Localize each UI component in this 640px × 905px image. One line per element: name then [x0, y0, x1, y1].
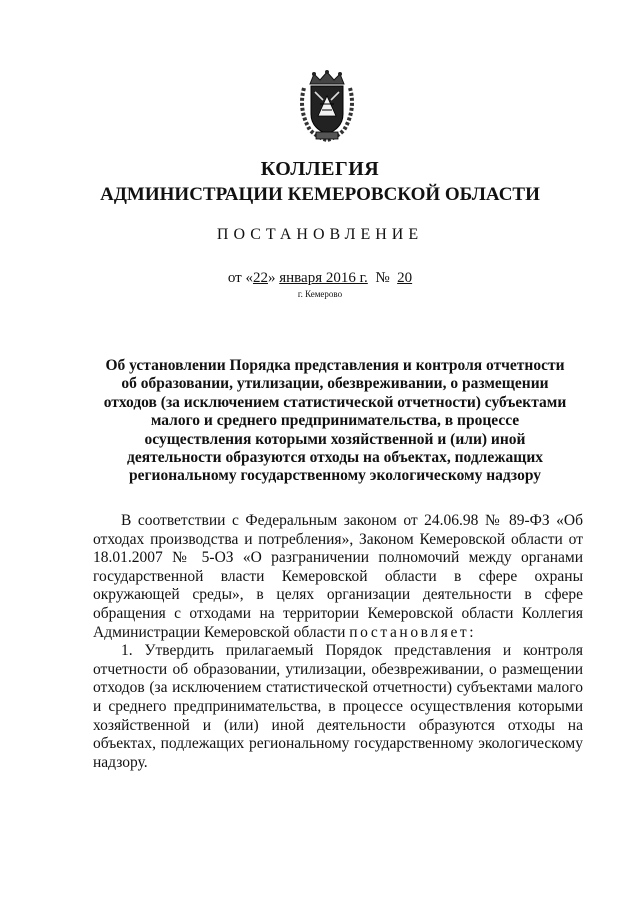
- date-line: [0, 270, 640, 287]
- document-title: Об установлении Порядка представления и контроля отчетности об образовании, утилизации, обезвреживании, о размещении отходов (за исключением статистической отчетности) субъектами малого и среднего предпринимательства, в процессе осуществления которыми хозяйственной и (или) иной деятельности образуются отходы на объектах, подлежащих региональному государственному экологическому надзору: [103, 357, 567, 485]
- coat-of-arms-icon: [296, 70, 358, 142]
- document-type: ПОСТАНОВЛЕНИЕ: [216, 226, 424, 243]
- resolves-word: постановляет:: [349, 623, 477, 641]
- city: г. Кемерово: [297, 289, 343, 299]
- number-label: №: [375, 270, 390, 286]
- preamble-text: В соответствии с Федеральным законом от 24.06.98 № 89-ФЗ «Об отходах производства и потребления», Законом Кемеровской области от 18.01.2007 № 5-ОЗ «О разграничении полномочий между органами государственной власти Кемеровской области в сфере охраны окружающей среды», в целях организации деятельности в сфере обращения с отходами на территории Кемеровской области Коллегия Администрации Кемеровской области: [93, 512, 583, 641]
- date-month-year: января 2016 г.: [279, 270, 368, 286]
- org-name-line2: АДМИНИСТРАЦИИ КЕМЕРОВСКОЙ ОБЛАСТИ: [100, 184, 540, 205]
- date-prefix: от «: [227, 270, 253, 286]
- paragraph-preamble: [93, 512, 583, 642]
- document-number: 20: [397, 270, 413, 286]
- org-name-line1: КОЛЛЕГИЯ: [260, 158, 380, 180]
- paragraph-item-1: 1. Утвердить прилагаемый Порядок представления и контроля отчетности об образовании, утилизации, обезвреживании, о размещении отходов (за исключением статистической отчетности) субъектами малого и среднего предпринимательства, в процессе осуществления которыми хозяйственной и (или) иной деятельности образуются отходы на объектах, подлежащих региональному государственному экологическому надзору.: [93, 642, 583, 771]
- date-day: 22: [252, 270, 268, 286]
- document-body: [93, 512, 583, 772]
- date-sep: »: [267, 270, 280, 286]
